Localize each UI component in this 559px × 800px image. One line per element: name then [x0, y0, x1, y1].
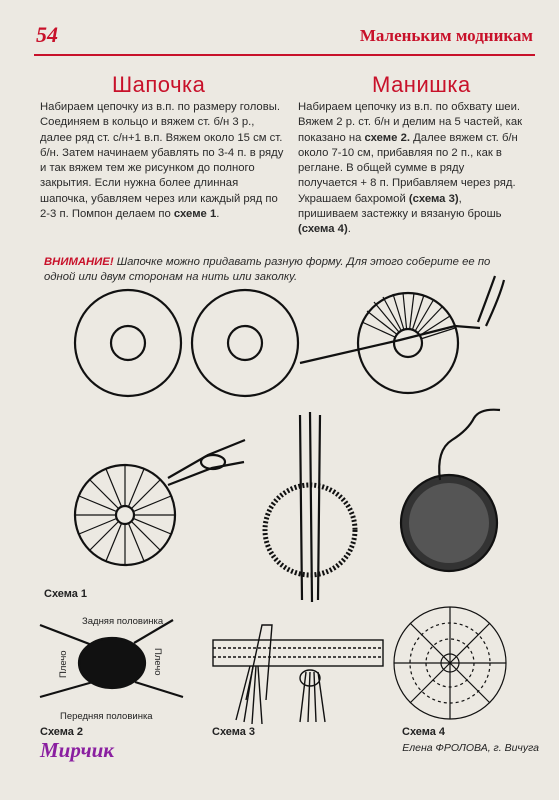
author-city: , г. Вичуга: [487, 742, 539, 754]
brooch-crochet-chart: [394, 607, 506, 719]
hat-text-end: .: [216, 208, 220, 221]
scheme2-label: Схема 2: [40, 726, 84, 738]
left-shoulder-label: Плечо: [58, 650, 69, 678]
cardboard-ring-illustration: [75, 290, 181, 396]
cutting-pompom-illustration: [75, 440, 245, 565]
section-title: Маленьким модникам: [359, 26, 533, 45]
dickey-text-end: .: [347, 223, 351, 236]
fringe-diagram: [213, 625, 383, 724]
hat-text-part: Набираем цепочку из в.п. по размеру головы. Соединяем в кольцо и вяжем ст. б/н 3 р., далее ряд ст. с/н+1 в.п. Вяжем около 15 см ст. б/н. Затем начинаем убавлять по 3-4 п. в ряду и так вяжем тем же рисунком до полного закрытия. Если нужна более длинная шапочка, убавляем через или каждый ряд по 2-3 п. Помпон делаем по: [40, 101, 284, 221]
tied-pompom-illustration: [265, 412, 355, 602]
dickey-text-part: Набираем цепочку из в.п. по обхвату шеи. Вяжем 2 р. ст. б/н и делим на 5 частей, как показано на: [298, 101, 523, 144]
dickey-scheme2-ref: схеме 2.: [364, 131, 410, 144]
notice-text: Шапочке можно придавать разную форму. Для этого соберите ее по одной или двум сторонам на нить или заколку.: [44, 256, 491, 283]
front-half-label: Передняя половинка: [60, 711, 153, 722]
signature-watermark: Мирчик: [40, 738, 114, 762]
back-half-label: Задняя половинка: [82, 616, 164, 627]
dickey-scheme3-ref: (схема 3): [408, 192, 459, 205]
dickey-scheme4-ref: (схема 4): [298, 223, 348, 236]
right-shoulder-label: Плечо: [152, 648, 163, 676]
page-number: 54: [36, 22, 58, 47]
hat-title: Шапочка: [112, 72, 206, 97]
dickey-text-part: Далее вяжем ст. б/н около 7-10 см, прибавляя по 2 п., как в реглане. В общей сумме в ряду получается + 8 п. Прибавляем через ряд. Украшаем бахромой: [298, 131, 518, 205]
yarn-wrapping-illustration: [300, 276, 504, 393]
scheme4-label: Схема 4: [402, 726, 446, 738]
author-credit: [402, 742, 539, 754]
notice-lead: ВНИМАНИЕ!: [44, 256, 114, 268]
dickey-text-part: , пришиваем застежку и вязаную брошь: [298, 192, 502, 221]
dickey-title: Манишка: [372, 72, 471, 97]
cardboard-ring-illustration: [192, 290, 298, 396]
hat-scheme-ref: схеме 1: [173, 208, 217, 221]
scheme3-label: Схема 3: [212, 726, 256, 738]
scheme1-label: Схема 1: [44, 588, 88, 600]
finished-pompom-illustration: [401, 410, 500, 571]
author-name: Елена ФРОЛОВА: [402, 742, 488, 754]
